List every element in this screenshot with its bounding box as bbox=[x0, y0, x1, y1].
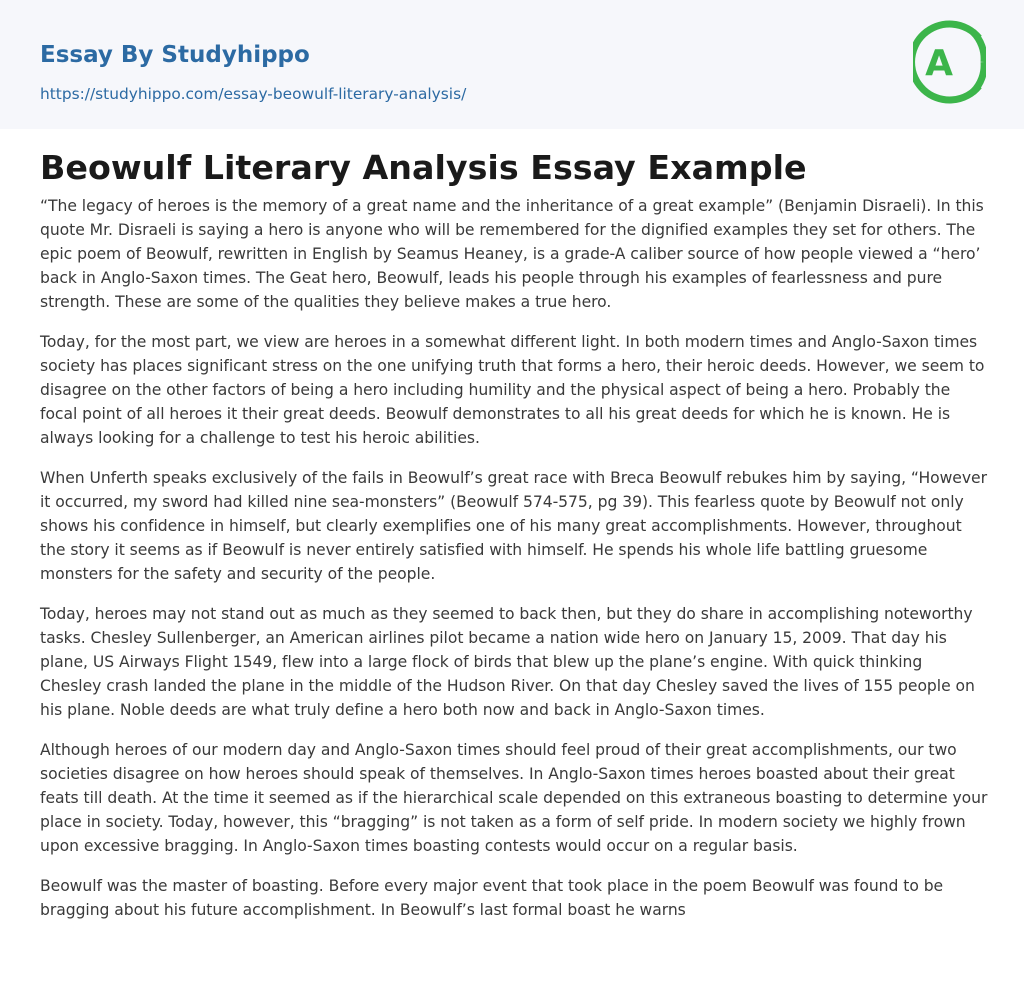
essay-paragraph: Today, heroes may not stand out as much as they seemed to back then, but they do share in accomplishing noteworthy tasks. Chesley Sullenberger, an American airlines pilot became a nation wide hero on January 15, 2009. That day his plane, US Airways Flight 1549, flew into a large flock of birds that blew up the plane’s engine. With quick thinking Chesley crash landed the plane in the middle of the Hudson River. On that day Chesley saved the lives of 155 people on his plane. Noble deeds are what truly define a hero both now and back in Anglo-Saxon times. bbox=[40, 605, 975, 719]
essay-body bbox=[40, 194, 988, 938]
studyhippo-logo-icon[interactable] bbox=[913, 19, 986, 105]
page-title: Beowulf Literary Analysis Essay Example bbox=[40, 148, 807, 187]
site-brand[interactable]: Essay By Studyhippo bbox=[40, 42, 310, 68]
essay-paragraph: “The legacy of heroes is the memory of a great name and the inheritance of a great example” (Benjamin Disraeli). In this quote Mr. Disraeli is saying a hero is anyone who will be remembered for the dignified examples they set for others. The epic poem of Beowulf, rewritten in English by Seamus Heaney, is a grade-A caliber source of how people viewed a “hero’ back in Anglo-Saxon times. The Geat hero, Beowulf, leads his people through his examples of fearlessness and pure strength. These are some of the qualities they believe makes a true hero. bbox=[40, 197, 984, 311]
logo-letter: A bbox=[925, 43, 953, 84]
essay-paragraph: When Unferth speaks exclusively of the fails in Beowulf’s great race with Breca Beowulf rebukes him by saying, “However it occurred, my sword had killed nine sea-monsters” (Beowulf 574-575, pg 39). This fearless quote by Beowulf not only shows his confidence in himself, but clearly exemplifies one of his many great accomplishments. However, throughout the story it seems as if Beowulf is never entirely satisfied with himself. He spends his whole life battling gruesome monsters for the safety and security of the people. bbox=[40, 469, 987, 583]
essay-paragraph: Beowulf was the master of boasting. Before every major event that took place in the poem Beowulf was found to be bragging about his future accomplishment. In Beowulf’s last formal boast he warns bbox=[40, 877, 944, 919]
essay-paragraph: Although heroes of our modern day and Anglo-Saxon times should feel proud of their great accomplishments, our two societies disagree on how heroes should speak of themselves. In Anglo-Saxon times heroes boasted about their great feats till death. At the time it seemed as if the hierarchical scale depended on this extraneous boasting to determine your place in society. Today, however, this “bragging” is not taken as a form of self pride. In modern society we highly frown upon excessive bragging. In Anglo-Saxon times boasting contests would occur on a regular basis. bbox=[40, 741, 988, 855]
essay-paragraph: Today, for the most part, we view are heroes in a somewhat different light. In both modern times and Anglo-Saxon times society has places significant stress on the one unifying truth that forms a hero, their heroic deeds. However, we seem to disagree on the other factors of being a hero including humility and the physical aspect of being a hero. Probably the focal point of all heroes it their great deeds. Beowulf demonstrates to all his great deeds for which he is known. He is always looking for a challenge to test his heroic abilities. bbox=[40, 333, 985, 447]
site-header bbox=[0, 0, 1024, 129]
essay-url-link[interactable]: https://studyhippo.com/essay-beowulf-literary-analysis/ bbox=[40, 85, 467, 103]
